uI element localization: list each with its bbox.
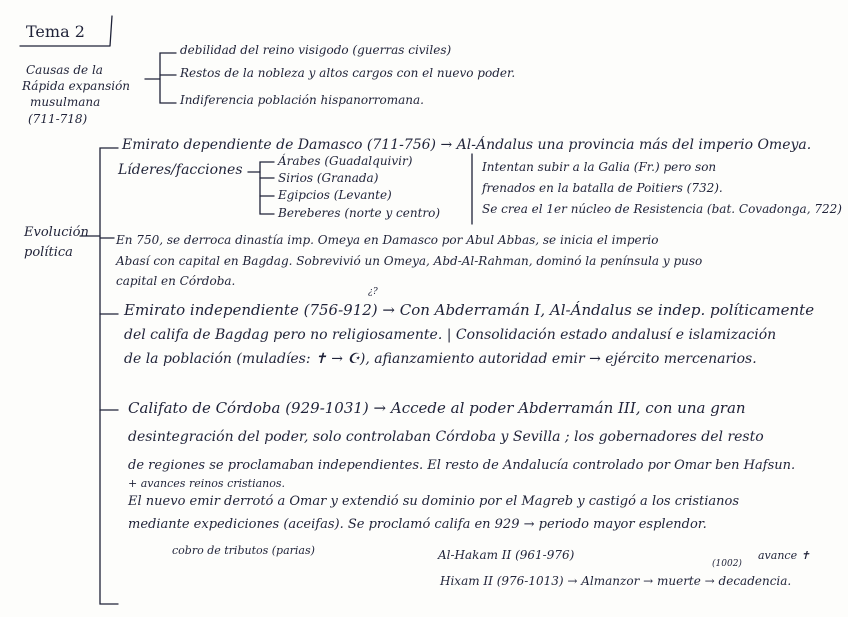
- cause-item-2: Restos de la nobleza y altos cargos con el nuevo poder.: [180, 66, 516, 80]
- emirato-dependiente: Emirato dependiente de Damasco (711-756) → Al-Ándalus una provincia más del imperio Omeya.: [122, 137, 812, 153]
- califato-line-3: de regiones se proclamaban independientes. El resto de Andalucía controlado por Omar ben Hafsun.: [128, 458, 796, 473]
- causes-label-line-1: Causas de la: [26, 63, 103, 77]
- faction-sirios: Sirios (Granada): [278, 171, 379, 185]
- avance-note: avance ✝: [758, 549, 810, 562]
- year750-line-1: En 750, se derroca dinastía imp. Omeya en Damasco por Abul Abbas, se inicia el imperio: [116, 233, 659, 247]
- emirato-independiente-line-3: de la población (muladíes: ✝ → ☪), afianzamiento autoridad emir → ejército mercenarios.: [124, 351, 757, 367]
- year750-line-3: capital en Córdoba.: [116, 274, 236, 288]
- side-note-line-3: Se crea el 1er núcleo de Resistencia (bat. Covadonga, 722): [482, 202, 842, 216]
- year-1002: (1002): [712, 559, 742, 569]
- politics-label-line-1: Evolución: [24, 225, 89, 240]
- califato-line-5: El nuevo emir derrotó a Omar y extendió su dominio por el Magreb y castigó a los cristianos: [128, 494, 740, 509]
- califato-line-2: desintegración del poder, solo controlaban Córdoba y Sevilla ; los gobernadores del resto: [128, 429, 764, 445]
- year750-line-2: Abasí con capital en Bagdag. Sobrevivió un Omeya, Abd-Al-Rahman, dominó la península y puso: [116, 254, 703, 268]
- causes-label-line-3: musulmana: [30, 95, 101, 109]
- califato-line-1: Califato de Córdoba (929-1031) → Accede al poder Abderramán III, con una gran: [128, 399, 746, 417]
- faction-bereberes: Bereberes (norte y centro): [278, 206, 441, 220]
- causes-label-line-4: (711-718): [28, 112, 88, 126]
- faction-egipcios: Egipcios (Levante): [278, 188, 392, 202]
- faction-arabes: Árabes (Guadalquivir): [278, 154, 413, 168]
- emirato-independiente-line-1: Emirato independiente (756-912) → Con Abderramán I, Al-Ándalus se indep. políticamente: [124, 301, 815, 319]
- causes-label-line-2: Rápida expansión: [22, 79, 131, 93]
- califato-line-4: + avances reinos cristianos.: [128, 477, 286, 490]
- politics-label-line-2: política: [24, 245, 73, 260]
- cause-item-3: Indiferencia población hispanorromana.: [180, 93, 424, 107]
- side-note-line-2: frenados en la batalla de Poitiers (732).: [482, 181, 723, 195]
- emirato-independiente-line-2: del califa de Bagdag pero no religiosamente. | Consolidación estado andalusí e islamización: [124, 327, 777, 343]
- lideres-label: Líderes/facciones: [118, 162, 243, 178]
- hakam-line: Al-Hakam II (961-976): [438, 548, 575, 562]
- margin-note: ¿?: [368, 287, 378, 297]
- califato-line-6: mediante expediciones (aceifas). Se proclamó califa en 929 → periodo mayor esplendor.: [128, 517, 707, 532]
- cobro-tributos: cobro de tributos (parias): [172, 544, 315, 557]
- side-note-line-1: Intentan subir a la Galia (Fr.) pero son: [482, 160, 717, 174]
- page-title: Tema 2: [26, 22, 85, 41]
- cause-item-1: debilidad del reino visigodo (guerras civiles): [180, 43, 452, 57]
- hixam-line: Hixam II (976-1013) → Almanzor → muerte → decadencia.: [440, 574, 792, 588]
